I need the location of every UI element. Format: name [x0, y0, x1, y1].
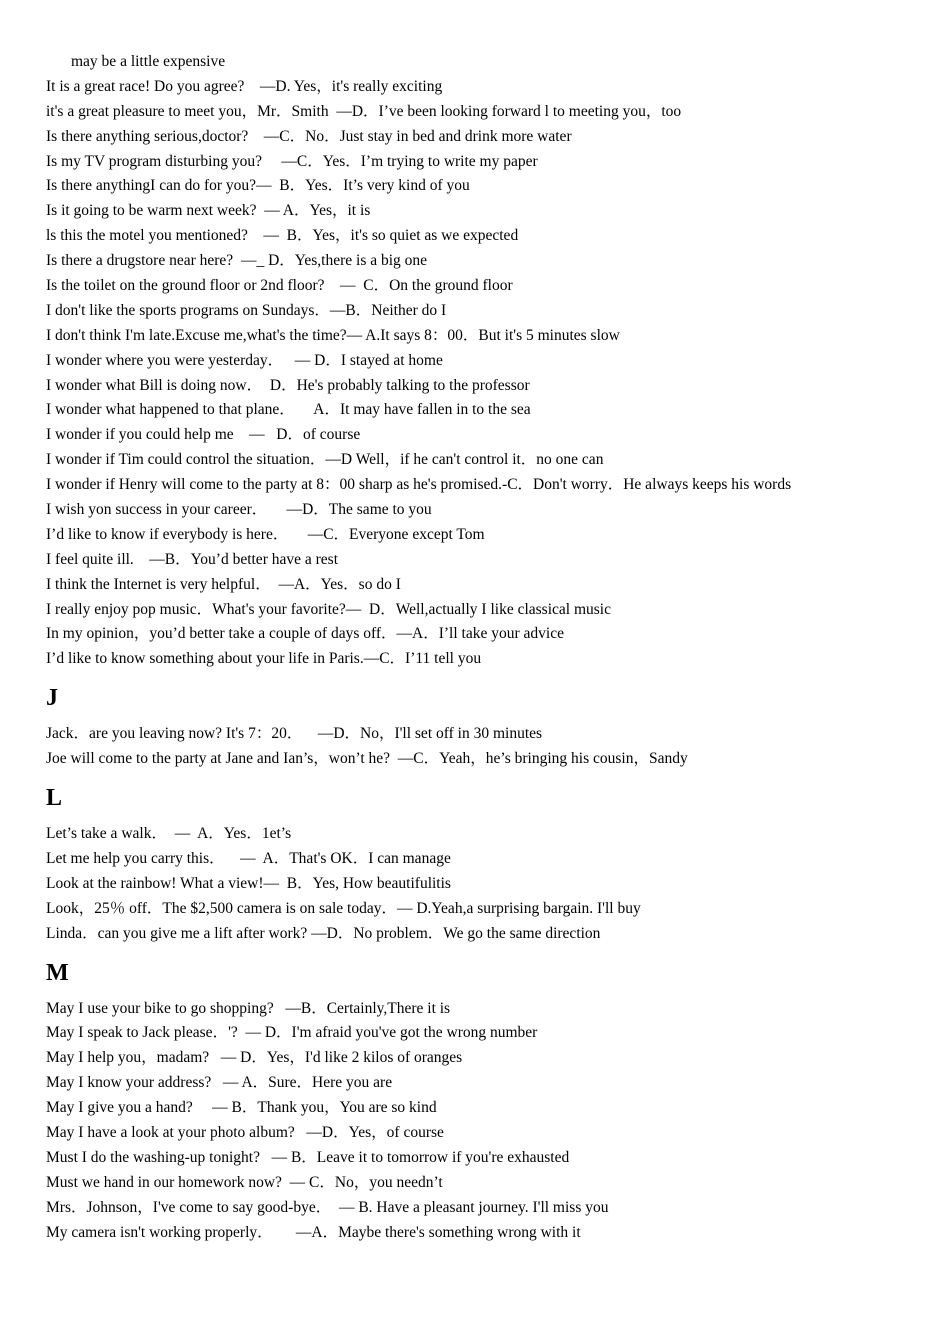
list-item: Mrs．Johnson，I've come to say good-bye． — B. Have a pleasant journey. I'll miss you [46, 1198, 609, 1216]
list-item: I wonder what Bill is doing now． D．He's probably talking to the professor [46, 376, 530, 394]
list-item: May I help you，madam? — D．Yes，I'd like 2 kilos of oranges [46, 1049, 463, 1067]
section-heading-j: J [46, 685, 58, 712]
section-heading-l: L [46, 785, 63, 812]
document-page [46, 50, 926, 1245]
list-item: I don't think I'm late.Excuse me,what's the time?— A.It says 8：00．But it's 5 minutes slow [46, 326, 620, 344]
list-item: Must I do the washing-up tonight? — B．Leave it to tomorrow if you're exhausted [46, 1148, 570, 1166]
list-item: In my opinion，you’d better take a couple of days off．—A．I’ll take your advice [46, 625, 564, 643]
list-item: I think the Internet is very helpful． —A．Yes．so do I [46, 575, 401, 593]
section-l [46, 785, 926, 946]
list-item: I wonder if Tim could control the situation．—D Well，if he can't control it．no one can [46, 451, 604, 469]
list-item: Is my TV program disturbing you? —C．Yes．I’m trying to write my paper [46, 152, 538, 170]
list-item: Is there a drugstore near here? —_ D．Yes,there is a big one [46, 252, 428, 270]
list-item: I don't like the sports programs on Sundays．—B．Neither do I [46, 301, 447, 319]
list-item: I feel quite ill. —B．You’d better have a rest [46, 550, 338, 568]
list-item: May I give you a hand? — B．Thank you，You are so kind [46, 1099, 437, 1117]
list-item: I really enjoy pop music．What's your favorite?— D．Well,actually I like classical music [46, 600, 611, 618]
list-item: Let me help you carry this． — A．That's OK．I can manage [46, 849, 451, 867]
list-item: Look at the rainbow! What a view!— B．Yes, How beautifulitis [46, 874, 451, 892]
list-item: Is there anythingI can do for you?— B．Yes．It’s very kind of you [46, 177, 470, 195]
list-item: Let’s take a walk． — A．Yes．1et’s [46, 825, 292, 843]
list-item: Joe will come to the party at Jane and Ian’s，won’t he? —C．Yeah，he’s bringing his cousin，Sandy [46, 750, 688, 768]
list-item: Look，25％ off．The $2,500 camera is on sale today．— D.Yeah,a surprising bargain. I'll buy [46, 899, 641, 917]
list-item: I wonder if you could help me — D．of course [46, 426, 361, 444]
list-item: Is there anything serious,doctor? —C．No．Just stay in bed and drink more water [46, 127, 572, 145]
section-m [46, 960, 926, 1246]
list-item: Is the toilet on the ground floor or 2nd floor? — C．On the ground floor [46, 277, 513, 295]
list-item: I’d like to know if everybody is here． —C．Everyone except Tom [46, 525, 485, 543]
list-item: may be a little expensive [71, 53, 226, 70]
list-item: I wish yon success in your career． —D．The same to you [46, 501, 432, 519]
list-item: I wonder if Henry will come to the party at 8：00 sharp as he's promised.-C．Don't worry．He always keeps his words [46, 476, 792, 494]
section-j [46, 685, 926, 772]
list-item: Jack．are you leaving now? It's 7：20． —D．No，I'll set off in 30 minutes [46, 725, 543, 743]
list-item: I wonder what happened to that plane． A．It may have fallen in to the sea [46, 401, 531, 419]
list-item: May I have a look at your photo album? —D．Yes，of course [46, 1123, 444, 1141]
list-item: ls this the motel you mentioned? — B．Yes，it's so quiet as we expected [46, 227, 519, 245]
list-item: I’d like to know something about your life in Paris.—C．I’11 tell you [46, 650, 482, 668]
section-continued [46, 50, 926, 672]
list-item: Must we hand in our homework now? — C．No，you needn’t [46, 1173, 443, 1191]
list-item: it's a great pleasure to meet you，Mr．Smith —D．I’ve been looking forward l to meeting you，too [46, 102, 682, 120]
list-item: My camera isn't working properly． —A．Maybe there's something wrong with it [46, 1223, 581, 1241]
list-item: Linda．can you give me a lift after work? —D．No problem．We go the same direction [46, 924, 601, 942]
list-item: May I speak to Jack please．'? — D．I'm afraid you've got the wrong number [46, 1024, 538, 1042]
list-item: I wonder where you were yesterday． — D．I stayed at home [46, 351, 443, 369]
list-item: Is it going to be warm next week? — A．Yes，it is [46, 202, 371, 220]
list-item: May I know your address? — A．Sure．Here you are [46, 1074, 393, 1092]
list-item: It is a great race! Do you agree? —D. Yes，it's really exciting [46, 77, 443, 95]
section-heading-m: M [46, 959, 69, 986]
list-item: May I use your bike to go shopping? —B．Certainly,There it is [46, 999, 451, 1017]
